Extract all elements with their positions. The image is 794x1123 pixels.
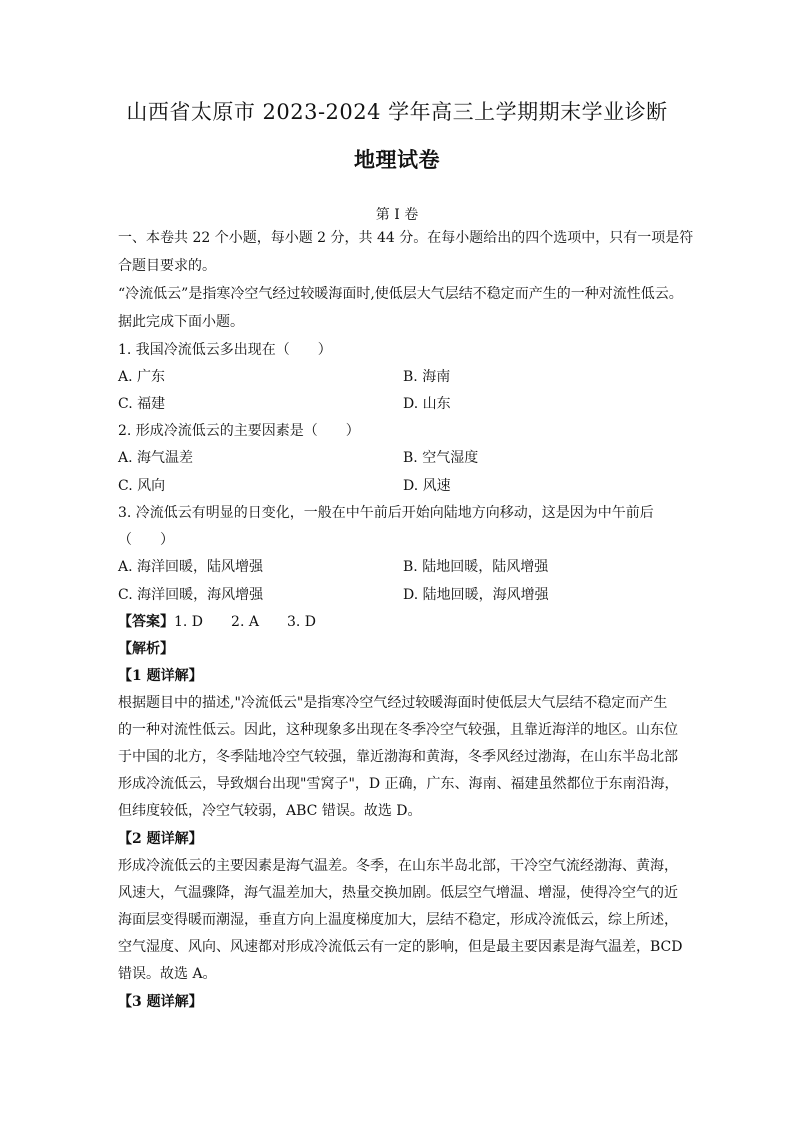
answer-text: 1. D 2. A 3. D <box>174 614 316 630</box>
detail-2-line-5: 错误。故选 A。 <box>118 966 217 982</box>
detail-2-line-3: 海面层变得暖而潮湿，垂直方向上温度梯度加大，层结不稳定，形成冷流低云，综上所述， <box>118 912 678 928</box>
detail-1-line-1: 根据题目中的描述,"冷流低云"是指寒冷空气经过较暖海面时使低层大气层结不稳定而产生 <box>118 695 668 711</box>
q1-option-b: B. 海南 <box>403 369 451 385</box>
instructions-line-2: 合题目要求的。 <box>118 258 216 274</box>
answer-line <box>118 612 316 632</box>
analysis-label: 【解析】 <box>118 641 174 657</box>
detail-1-line-5: 但纬度较低，冷空气较弱，ABC 错误。故选 D。 <box>118 803 422 819</box>
q2-option-b: B. 空气湿度 <box>403 450 479 466</box>
detail-1-line-4: 形成冷流低云，导致烟台出现"雪窝子"，D 正确，广东、海南、福建虽然都位于东南沿海， <box>118 776 679 792</box>
q3-option-b: B. 陆地回暖，陆风增强 <box>403 559 549 575</box>
q3-option-d: D. 陆地回暖，海风增强 <box>403 587 549 603</box>
answer-label: 【答案】 <box>118 614 174 630</box>
stem-line-2: 据此完成下面小题。 <box>118 314 244 330</box>
stem-line-1: “冷流低云”是指寒冷空气经过较暖海面时,使低层大气层结不稳定而产生的一种对流性低云。 <box>118 286 683 302</box>
q2-option-a: A. 海气温差 <box>118 450 194 466</box>
q2-option-c: C. 风向 <box>118 478 166 494</box>
q1-option-d: D. 山东 <box>403 396 451 412</box>
question-2: 2. 形成冷流低云的主要因素是（ ） <box>118 423 360 439</box>
question-1: 1. 我国冷流低云多出现在（ ） <box>118 342 332 358</box>
detail-2-label: 【2 题详解】 <box>118 831 203 847</box>
q3-option-a: A. 海洋回暖，陆风增强 <box>118 559 264 575</box>
page-title: 山西省太原市 2023-2024 学年高三上学期期末学业诊断 <box>126 100 668 124</box>
instructions-line-1: 一、本卷共 22 个小题，每小题 2 分，共 44 分。在每小题给出的四个选项中，只有一项是符 <box>118 230 694 246</box>
detail-1-label: 【1 题详解】 <box>118 668 203 684</box>
q2-option-d: D. 风速 <box>403 478 451 494</box>
detail-1-line-3: 于中国的北方，冬季陆地冷空气较强，靠近渤海和黄海，冬季风经过渤海，在山东半岛北部 <box>118 749 678 765</box>
q1-option-a: A. 广东 <box>118 369 166 385</box>
detail-2-line-2: 风速大，气温骤降，海气温差加大，热量交换加剧。低层空气增温、增湿，使得冷空气的近 <box>118 885 678 901</box>
page-subtitle: 地理试卷 <box>354 147 440 172</box>
detail-2-line-1: 形成冷流低云的主要因素是海气温差。冬季，在山东半岛北部，干冷空气流经渤海、黄海， <box>118 858 678 874</box>
q1-option-c: C. 福建 <box>118 396 166 412</box>
question-3-line-1: 3. 冷流低云有明显的日变化，一般在中午前后开始向陆地方向移动，这是因为中午前后 <box>118 505 654 521</box>
detail-3-label: 【3 题详解】 <box>118 994 203 1010</box>
detail-1-line-2: 的一种对流性低云。因此，这种现象多出现在冬季冷空气较强，且靠近海洋的地区。山东位 <box>118 722 678 738</box>
volume-heading: 第 I 卷 <box>375 207 419 223</box>
question-3-line-2: （ ） <box>118 532 174 548</box>
detail-2-line-4: 空气湿度、风向、风速都对形成冷流低云有一定的影响，但是最主要因素是海气温差，BCD <box>118 939 683 955</box>
q3-option-c: C. 海洋回暖，海风增强 <box>118 587 264 603</box>
